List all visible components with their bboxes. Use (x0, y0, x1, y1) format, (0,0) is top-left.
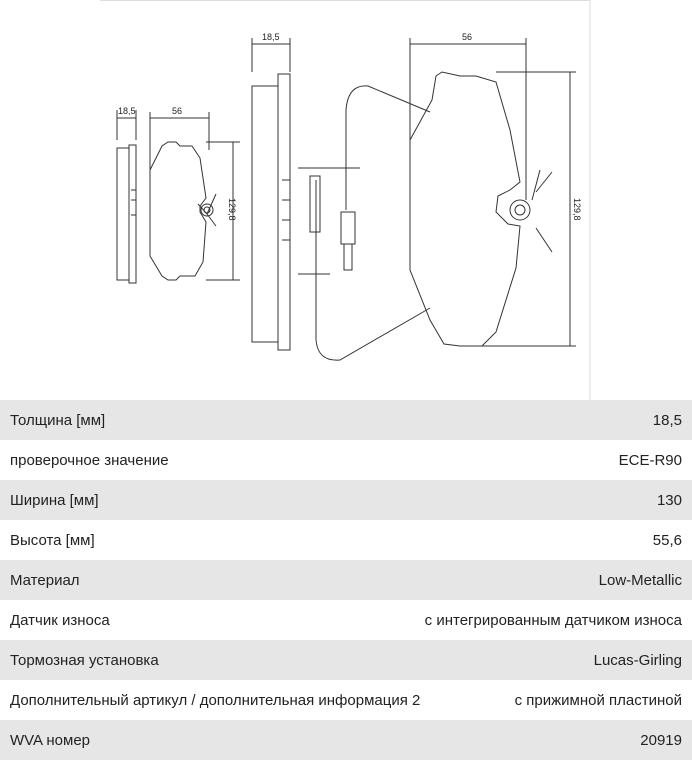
spec-label: Ширина [мм] (10, 491, 99, 509)
small-thickness-label: 18,5 (118, 106, 136, 116)
spec-row-test-value (0, 440, 692, 480)
spec-label: Толщина [мм] (10, 411, 106, 429)
spec-value: 20919 (640, 731, 682, 749)
large-height-label: 129,8 (572, 198, 582, 221)
large-width-label: 56 (462, 32, 473, 42)
spec-label: Материал (10, 571, 80, 589)
spec-value: 18,5 (652, 411, 682, 429)
spec-label: Тормозная установка (10, 651, 159, 669)
spec-value: 55,6 (652, 531, 682, 549)
spec-value: Low-Metallic (598, 571, 682, 589)
spec-row-additional-info (0, 680, 692, 720)
spec-label: проверочное значение (10, 451, 169, 469)
small-height-label: 129,8 (227, 198, 237, 221)
spec-value: с интегрированным датчиком износа (424, 611, 682, 629)
spec-row-brake-system (0, 640, 692, 680)
spec-row-width (0, 480, 692, 520)
spec-label: Высота [мм] (10, 531, 95, 549)
spec-row-height (0, 520, 692, 560)
small-width-label: 56 (172, 106, 183, 116)
spec-value: 130 (656, 491, 682, 509)
spec-label: Датчик износа (10, 611, 110, 629)
spec-row-thickness (0, 400, 692, 440)
spec-value: Lucas-Girling (593, 651, 682, 669)
spec-label: WVA номер (10, 731, 91, 749)
spec-value: ECE-R90 (618, 451, 682, 469)
spec-table (0, 400, 692, 760)
spec-row-wva-number (0, 720, 692, 760)
spec-value: с прижимной пластиной (514, 691, 682, 709)
spec-row-wear-sensor (0, 600, 692, 640)
spec-label: Дополнительный артикул / дополнительная информация 2 (10, 691, 421, 709)
large-thickness-label: 18,5 (262, 32, 280, 42)
spec-row-material (0, 560, 692, 600)
